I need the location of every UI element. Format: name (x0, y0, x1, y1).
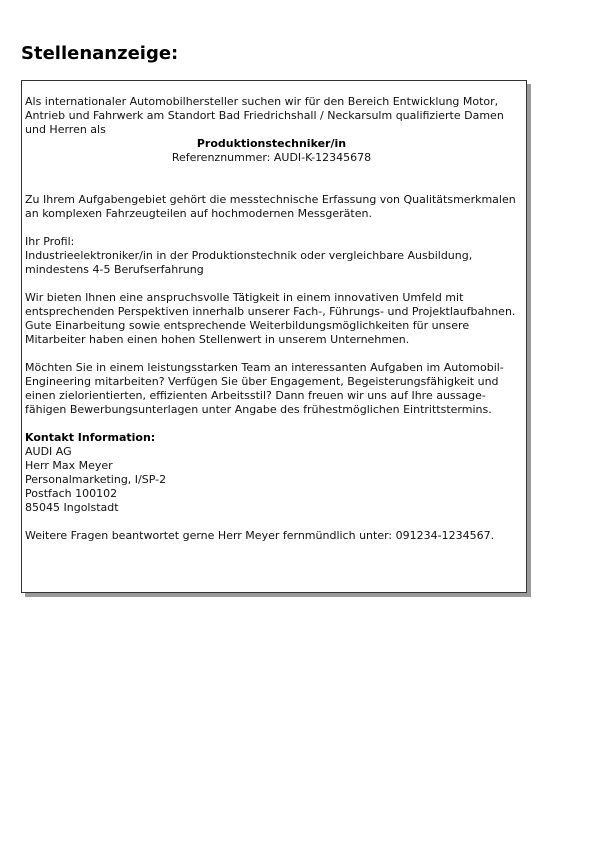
contact-address (25, 445, 518, 515)
contact-heading: Kontakt Information: (25, 431, 156, 444)
reference-number: Referenznummer: AUDI-K-12345678 (171, 151, 372, 164)
contact-po-box: Postfach 100102 (25, 487, 118, 500)
closing-text: Weitere Fragen beantwortet gerne Herr Meyer fernmündlich unter: 091234-1234567. (25, 529, 495, 542)
contact-person: Herr Max Meyer (25, 459, 113, 472)
contact-department: Personalmarketing, I/SP-2 (25, 473, 167, 486)
job-ad-box (21, 80, 527, 593)
page-title: Stellenanzeige: (21, 43, 179, 64)
profile-label: Ihr Profil: (25, 235, 75, 248)
call-to-action-text: Möchten Sie in einem leistungsstarken Team an interessanten Aufgaben im Automobil-Engineering mitarbeiten? Verfügen Sie über Engagement, Begeisterungsfähigkeit und einen zielorientierten, effizienten Arbeitsstil? Dann freuen wir uns auf Ihre aussage-fähigen Bewerbungsunterlagen unter Angabe des frühestmöglichen Eintrittstermins. (25, 361, 504, 416)
intro-text: Als internationaler Automobilhersteller suchen wir für den Bereich Entwicklung Motor, Antrieb und Fahrwerk am Standort Bad Friedrichshall / Neckarsulm qualifizierte Damen und Herren als (25, 95, 504, 136)
contact-city: 85045 Ingolstadt (25, 501, 119, 514)
job-title: Produktionstechniker/in (196, 137, 347, 150)
tasks-text: Zu Ihrem Aufgabengebiet gehört die messtechnische Erfassung von Qualitätsmerkmalen an komplexen Fahrzeugteilen auf hochmodernen Messgeräten. (25, 193, 516, 220)
offer-text: Wir bieten Ihnen eine anspruchsvolle Tätigkeit in einem innovativen Umfeld mit entsprechenden Perspektiven innerhalb unserer Fach-, Führungs- und Projektlaufbahnen. Gute Einarbeitung sowie entsprechende Weiterbildungsmöglichkeiten für unsere Mitarbeiter haben einen hohen Stellenwert in unserem Unternehmen. (25, 291, 516, 346)
contact-company: AUDI AG (25, 445, 72, 458)
profile-text: Industrieelektroniker/in in der Produktionstechnik oder vergleichbare Ausbildung, mindestens 4-5 Berufserfahrung (25, 249, 473, 276)
